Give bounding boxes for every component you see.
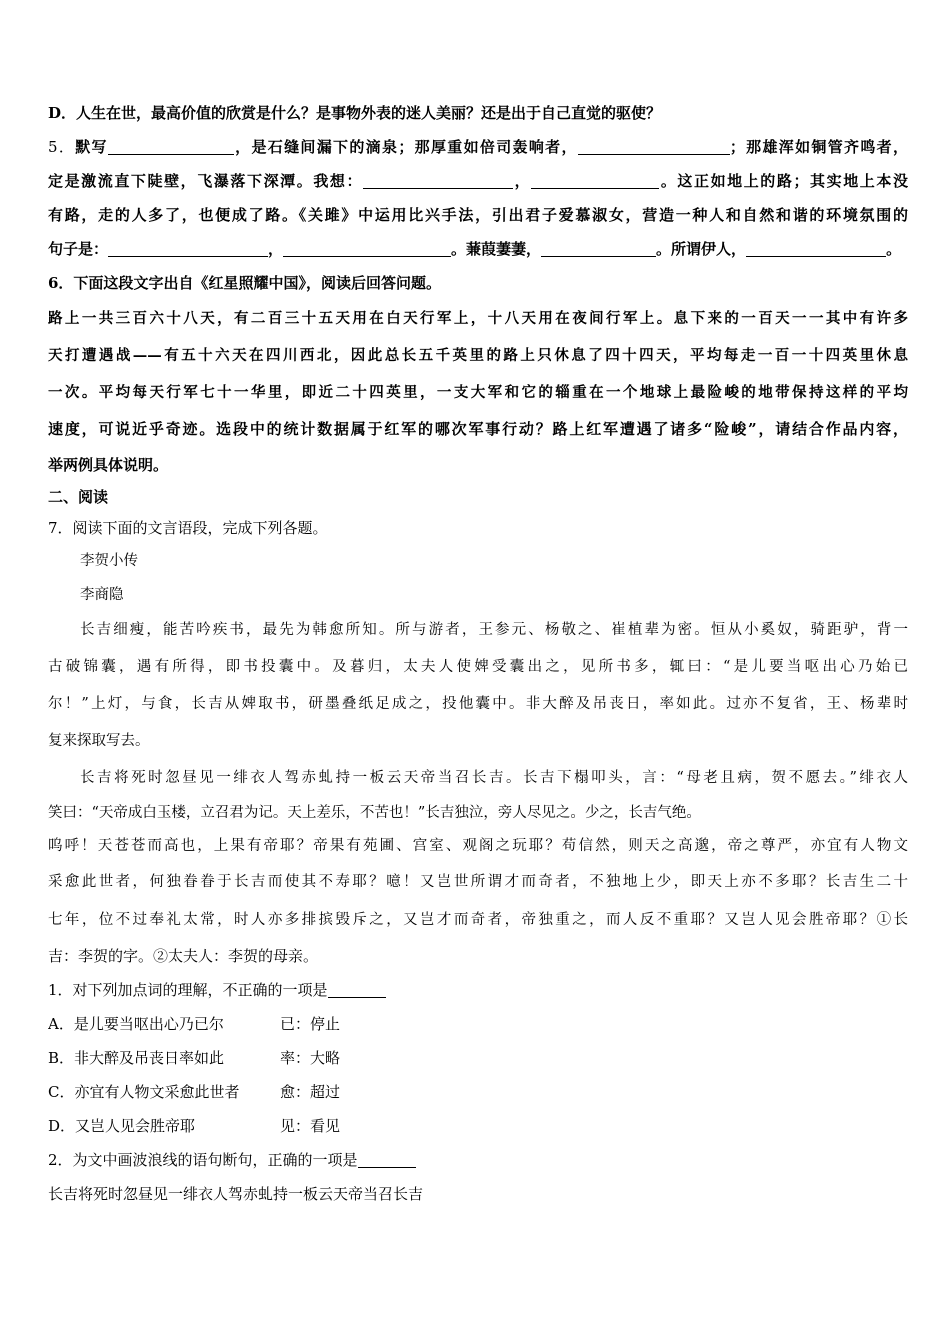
- passage-p1-line: 尔！”上灯，与食，长吉从婢取书，研墨叠纸足成之，投他囊中。非大醉及吊丧日，率如此。过亦不复省，王、杨辈时: [48, 696, 908, 712]
- sub2-stem: [48, 1143, 908, 1177]
- passage-author: 李商隐: [80, 587, 124, 603]
- passage-p3-line: 七年，位不过奉礼太常，时人亦多排摈毁斥之，又岂才而奇者，帝独重之，而人反不重耶？又岂人见会胜帝耶？①长: [48, 912, 908, 928]
- q5-blank-3[interactable]: [363, 172, 513, 189]
- q5-l4-e: 。: [886, 240, 902, 258]
- option-gloss: 已：停止: [280, 1015, 341, 1033]
- q4-option-d: D．人生在世，最高价值的欣赏是什么？是事物外表的迷人美丽？还是出于自己直觉的驱使？: [48, 104, 662, 122]
- q6-intro: 6．下面这段文字出自《红星照耀中国》，阅读后回答问题。: [48, 274, 441, 292]
- passage-p1-line: 复来探取写去。: [48, 733, 150, 749]
- q5-l4-a: 句子是：: [48, 240, 109, 258]
- q6-passage-line: 速度，可说近乎奇迹。选段中的统计数据属于红军的哪次军事行动？路上红军遭遇了诸多“险峻”，请结合作品内容，: [48, 420, 908, 438]
- option-gloss: 见：看见: [280, 1117, 341, 1135]
- q5-l1-b: ，是石缝间漏下的滴泉；那厚重如倍司轰响者，: [233, 138, 578, 156]
- q5-line-3: 有路，走的人多了，也便成了路。《关雎》中运用比兴手法，引出君子爱慕淑女，营造一种人和自然和谐的环境氛围的: [48, 206, 908, 224]
- q7-intro: 7．阅读下面的文言语段，完成下列各题。: [48, 519, 328, 537]
- passage-p2-line: 长吉将死时忽昼见一绯衣人驾赤虬持一板云天帝当召长吉。长吉下榻叩头，言：“母老且病，贺不愿去。”绯衣人: [80, 770, 908, 786]
- q5-number: 5．: [48, 138, 76, 156]
- q5-blank-8[interactable]: [746, 240, 886, 257]
- passage-note: 吉：李贺的字。②太夫人：李贺的母亲。: [48, 947, 319, 965]
- q5-l4-d: 。所谓伊人，: [656, 240, 747, 258]
- q5-line-1: [48, 130, 908, 164]
- section-heading: 二、阅读: [48, 488, 109, 506]
- q5-line-4: [48, 232, 908, 266]
- option-text: A．是儿要当呕出心乃已尔: [48, 1015, 224, 1033]
- passage-p3-line: 采愈此世者，何独眷眷于长吉而使其不寿耶？噫！又岂世所谓才而奇者，不独地上少，即天上亦不多耶？长吉生二十: [48, 874, 908, 890]
- q6-passage-line: 路上一共三百六十八天，有二百三十五天用在白天行军上，十八天用在夜间行军上。息下来的一百天一一其中有许多: [48, 310, 908, 327]
- q5-l4-b: ，: [268, 240, 284, 258]
- option-gloss: 率：大略: [280, 1049, 341, 1067]
- sub1-answer-blank[interactable]: [328, 981, 386, 998]
- sub2-answer-blank[interactable]: [358, 1151, 416, 1168]
- q6-passage-line: 一次。平均每天行军七十一华里，即近二十四英里，一支大军和它的辎重在一个地球上最险峻的地带保持这样的平均: [48, 384, 908, 401]
- sub1-stem: [48, 973, 908, 1007]
- q5-line-2: [48, 164, 908, 198]
- q5-l2-a: 定是激流直下陡壁，飞瀑落下深潭。我想：: [48, 172, 364, 190]
- passage-p3-line: 呜呼！天苍苍而高也，上果有帝耶？帝果有苑圃、宫室、观阁之玩耶？苟信然，则天之高邈，帝之尊严，亦宜有人物文: [48, 838, 908, 854]
- passage-p1-line: 长吉细瘦，能苦吟疾书，最先为韩愈所知。所与游者，王参元、杨敬之、崔植辈为密。恒从小奚奴，骑距驴，背一: [80, 622, 908, 638]
- q6-passage-line: 天打遭遇战——有五十六天在四川西北，因此总长五千英里的路上只休息了四十四天，平均每走一百一十四英里休息: [48, 347, 908, 364]
- q5-l4-c: 。蒹葭萋萋，: [451, 240, 542, 258]
- passage-p1-line: 古破锦囊，遇有所得，即书投囊中。及暮归，太夫人使婢受囊出之，见所书多，辄曰：“是儿要当呕出心乃始已: [48, 659, 908, 675]
- option-gloss: 愈：超过: [280, 1083, 341, 1101]
- sub1-option-d[interactable]: [48, 1109, 908, 1143]
- passage-p2-line: 笑曰：“天帝成白玉楼，立召君为记。天上差乐，不苦也！”长吉独泣，旁人尽见之。少之，长吉气绝。: [48, 805, 701, 821]
- q5-l1-a: 默写: [75, 138, 108, 156]
- option-text: D．又岂人见会胜帝耶: [48, 1117, 196, 1135]
- sub1-option-b[interactable]: [48, 1041, 908, 1075]
- sub1-option-a[interactable]: [48, 1007, 908, 1041]
- sub2-stem-text: 2．为文中画波浪线的语句断句，正确的一项是: [48, 1151, 358, 1169]
- q5-blank-6[interactable]: [283, 240, 451, 257]
- option-text: B．非大醉及吊丧日率如此: [48, 1049, 225, 1067]
- sub1-stem-text: 1．对下列加点词的理解，不正确的一项是: [48, 981, 328, 999]
- passage-title: 李贺小传: [80, 553, 138, 569]
- q5-blank-1[interactable]: [108, 138, 234, 155]
- sub2-sentence: 长吉将死时忽昼见一绯衣人驾赤虬持一板云天帝当召长吉: [48, 1185, 424, 1203]
- q5-l2-b: ，: [513, 172, 532, 190]
- sub1-option-c[interactable]: [48, 1075, 908, 1109]
- q5-blank-4[interactable]: [531, 172, 659, 189]
- q5-l2-c: 。这正如地上的路；其实地上本没: [659, 172, 908, 190]
- option-text: C．亦宜有人物文采愈此世者: [48, 1083, 240, 1101]
- q5-blank-7[interactable]: [541, 240, 656, 257]
- q6-passage-line: 举两例具体说明。: [48, 456, 169, 474]
- q5-blank-5[interactable]: [108, 240, 268, 257]
- document-page: [48, 96, 908, 1211]
- q5-blank-2[interactable]: [578, 138, 730, 155]
- q5-l1-c: ；那雄浑如铜管齐鸣者，: [729, 138, 908, 156]
